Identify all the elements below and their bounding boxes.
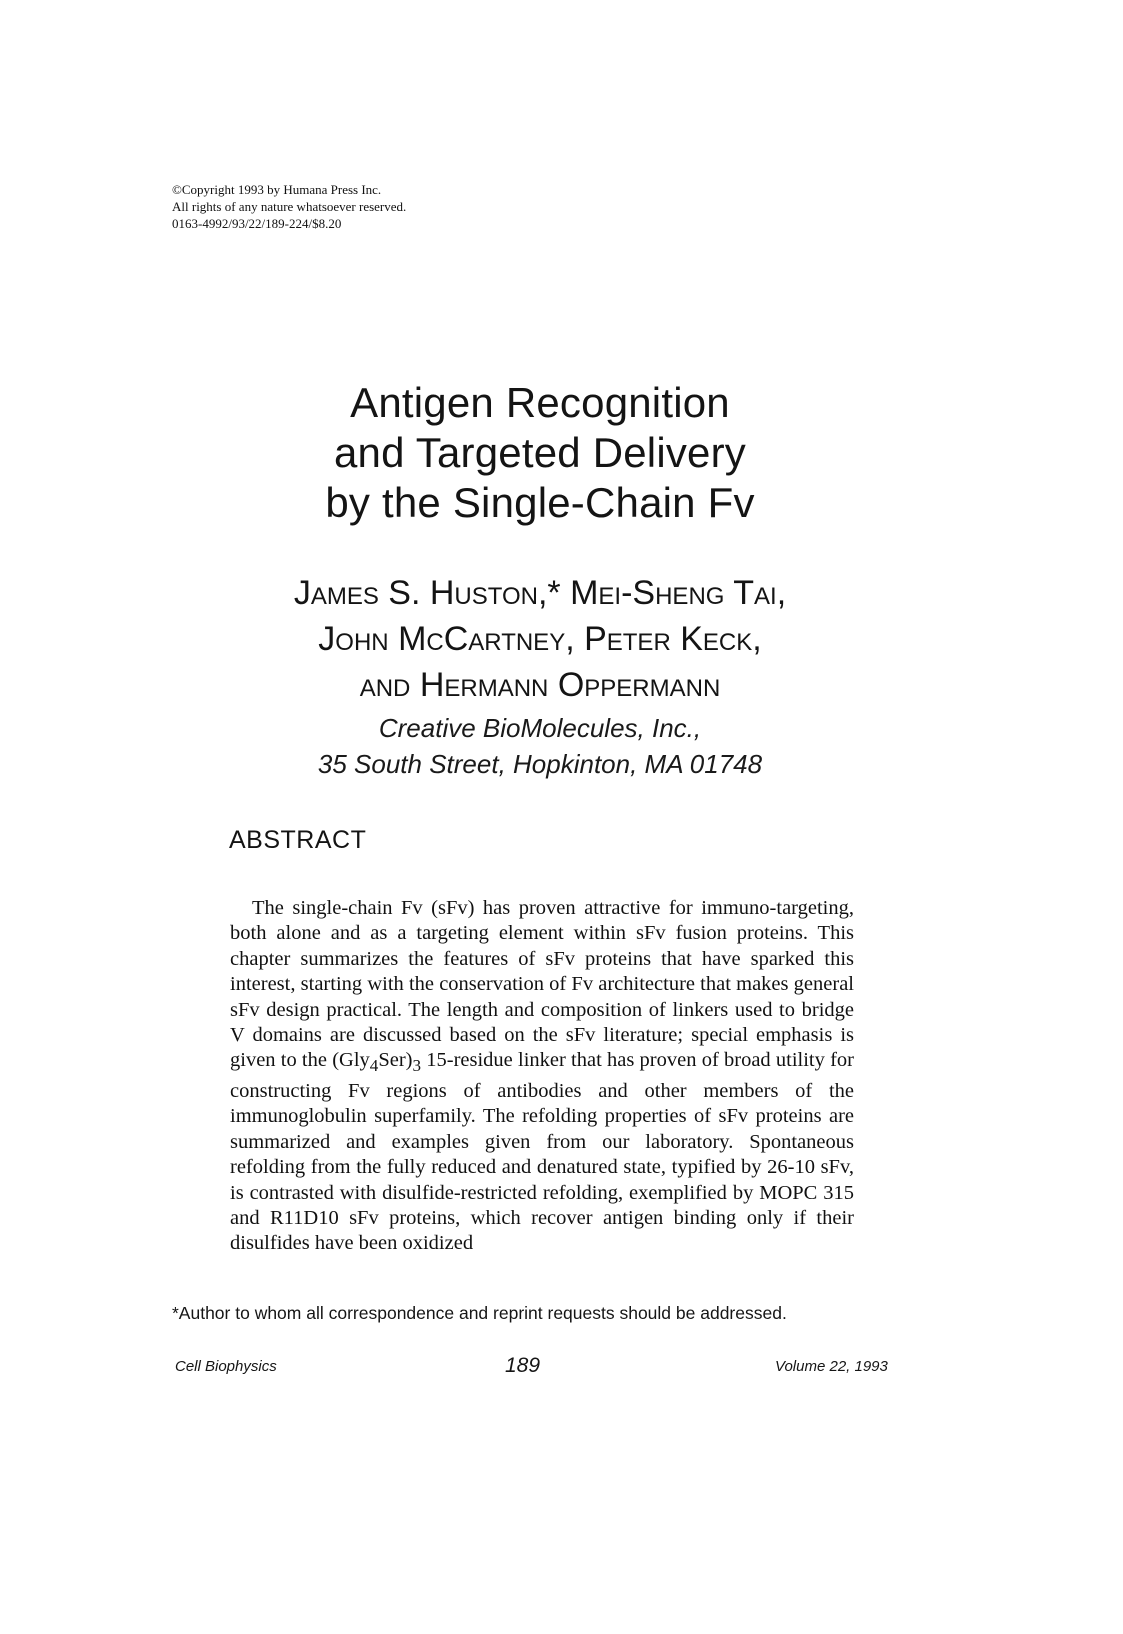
issn-line: 0163-4992/93/22/189-224/$8.20 — [172, 216, 342, 231]
abstract-heading: ABSTRACT — [229, 826, 367, 854]
affiliation — [240, 710, 840, 782]
journal-name: Cell Biophysics — [175, 1358, 277, 1375]
abstract-text-part-1: The single-chain Fv (sFv) has proven attractive for immuno-targeting, both alone and as a targeting element within sFv fusion proteins. This chapter summarizes the features of sFv proteins that have sparked this interest, starting with the conservation of Fv architecture that makes general sFv design practical. The length and composition of linkers used to bridge V domains are discussed based on the sFv literature; special emphasis is given to the (Gly — [230, 897, 854, 1072]
copyright-line: ©Copyright 1993 by Humana Press Inc. — [172, 182, 382, 197]
author-line-3: and Hermann Oppermann — [359, 666, 721, 704]
copyright-notice — [172, 181, 406, 232]
title-line-1: Antigen Recognition — [350, 379, 730, 426]
volume-info: Volume 22, 1993 — [775, 1358, 888, 1375]
abstract-text-part-2: Ser) — [378, 1049, 413, 1072]
title-line-2: and Targeted Delivery — [334, 429, 746, 476]
affiliation-line-2: 35 South Street, Hopkinton, MA 01748 — [317, 749, 763, 779]
abstract-subscript-1: 4 — [369, 1056, 379, 1076]
abstract-subscript-2: 3 — [412, 1056, 422, 1076]
page-number: 189 — [505, 1354, 541, 1377]
correspondence-footnote: *Author to whom all correspondence and reprint requests should be addressed. — [172, 1303, 787, 1323]
abstract-paragraph — [230, 896, 854, 1257]
author-line-1: James S. Huston,* Mei-Sheng Tai, — [293, 574, 787, 612]
affiliation-line-1: Creative BioMolecules, Inc., — [378, 713, 702, 743]
title-line-3: by the Single-Chain Fv — [325, 479, 755, 526]
author-line-2: John McCartney, Peter Keck, — [318, 620, 762, 658]
abstract-text-part-3: 15-residue linker that has proven of broad utility for constructing Fv regions of antibodies and other members of the immunoglobulin superfamily. The refolding properties of sFv proteins are summarized and examples given from our laboratory. Spontaneous refolding from the fully reduced and denatured state, typified by 26-10 sFv, is contrasted with disulfide-restricted refolding, exemplified by MOPC 315 and R11D10 sFv proteins, which recover antigen binding only if their disulfides have been oxidized — [230, 1049, 854, 1255]
paper-title — [250, 378, 830, 528]
author-list — [240, 570, 840, 708]
rights-line: All rights of any nature whatsoever reserved. — [172, 199, 407, 214]
